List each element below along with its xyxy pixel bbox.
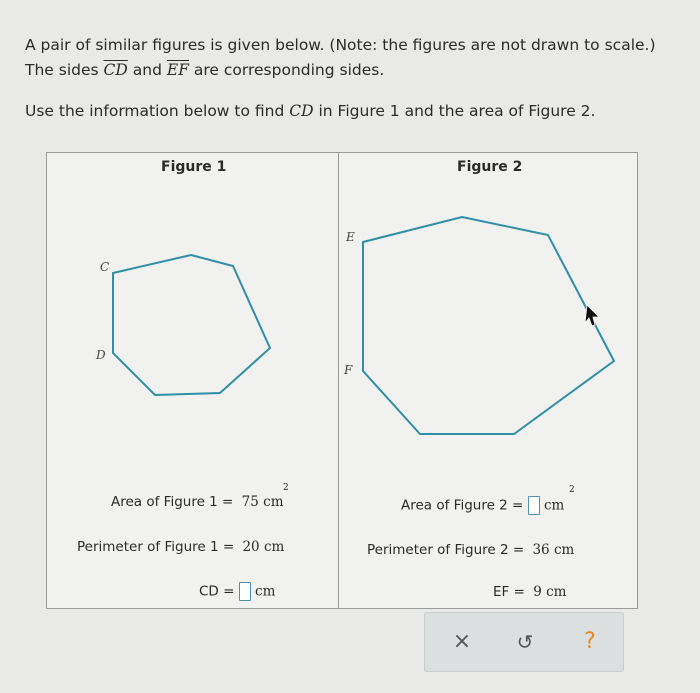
cursor-arrow (585, 305, 599, 326)
figure-2-ef-row (493, 584, 566, 600)
question-text-2b: and (132, 61, 162, 79)
figure-1-perimeter-row (77, 539, 284, 555)
ef-value: 9 cm (533, 584, 567, 600)
figure-2-perimeter-label: Perimeter of Figure 2 = (367, 542, 525, 558)
point-d-label: D (96, 348, 106, 362)
answer-toolbar (424, 612, 624, 672)
figure-1-polygon (113, 255, 270, 395)
figure-2-title: Figure 2 (457, 159, 523, 175)
question-text-2a: The sides (25, 61, 99, 79)
side-ef: $\overline{EF}$ (166, 61, 189, 79)
question-line-1 (25, 36, 656, 54)
question-text-3a: Use the information below to find (25, 102, 285, 120)
figure-1-area-row (111, 494, 284, 510)
point-e-label: E (346, 230, 355, 244)
help-icon: ? (584, 629, 596, 654)
cd-unit: cm (255, 583, 276, 600)
help-button[interactable] (575, 627, 605, 657)
cd-input[interactable] (239, 582, 251, 601)
clear-button[interactable] (447, 627, 477, 657)
question-text-2c: are corresponding sides. (193, 61, 385, 79)
figures-panel (46, 152, 638, 609)
figure-1-area-value: 75 cm (241, 494, 284, 510)
figure-1-area-label: Area of Figure 1 = (111, 494, 234, 510)
target-cd: CD (289, 102, 314, 120)
ef-label: EF = (493, 584, 525, 600)
area-figure-2-input[interactable] (528, 496, 540, 515)
figure-2-area-label: Area of Figure 2 = (401, 497, 524, 514)
figure-2-area-unit: cm (543, 497, 565, 514)
point-c-label: C (100, 260, 110, 274)
figure-1-title: Figure 1 (161, 159, 227, 175)
close-icon: × (452, 629, 472, 654)
figure-2-area-exponent: 2 (569, 485, 575, 495)
side-cd: $\overline{CD}$ (103, 61, 128, 79)
figure-2-polygon (363, 217, 614, 434)
figure-2-perimeter-value: 36 cm (532, 542, 575, 558)
cd-answer-row (199, 582, 275, 601)
cd-label: CD = (199, 583, 235, 600)
figure-1-area-exponent: 2 (283, 483, 289, 493)
figure-1-perimeter-label: Perimeter of Figure 1 = (77, 539, 235, 555)
question-text-3b: in Figure 1 and the area of Figure 2. (318, 102, 596, 120)
question-line-2 (25, 61, 384, 79)
undo-button[interactable] (510, 627, 540, 657)
question-line-3 (25, 102, 595, 120)
figure-2-area-row (401, 496, 564, 515)
undo-icon: ↺ (516, 630, 534, 654)
point-f-label: F (344, 363, 353, 377)
question-text-1: A pair of similar figures is given below. (Note: the figures are not drawn to scale.) (25, 36, 656, 54)
figure-2-perimeter-row (367, 542, 574, 558)
figure-1-perimeter-value: 20 cm (242, 539, 285, 555)
